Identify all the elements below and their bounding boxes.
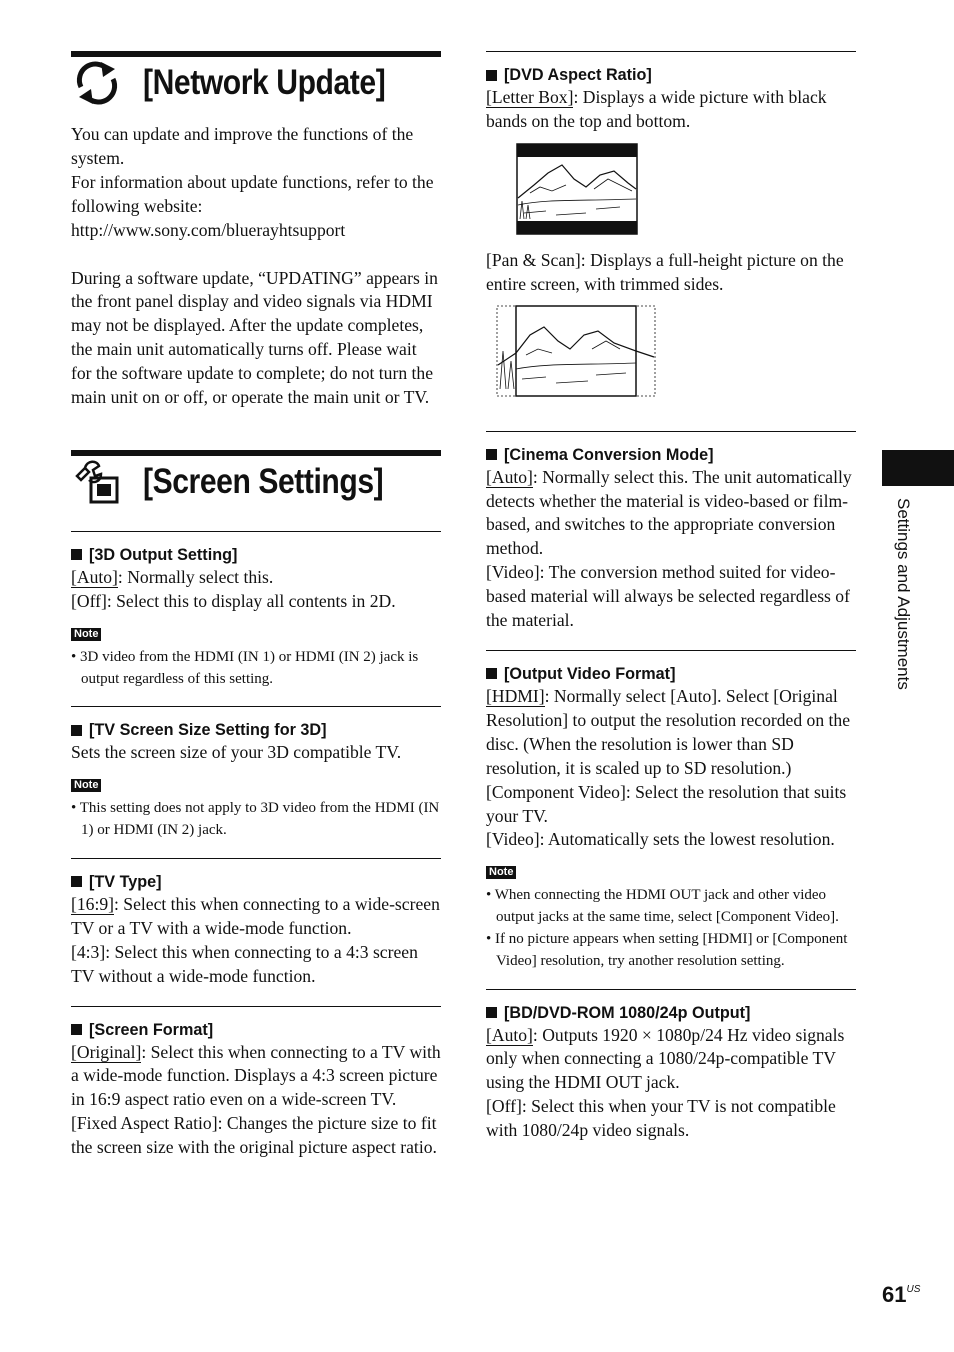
bullet-square-icon [71, 876, 82, 887]
screen-settings-title: [Screen Settings] [143, 461, 384, 501]
bullet-square-icon [486, 70, 497, 81]
network-update-icon [71, 57, 123, 109]
screen-settings-icon [71, 456, 123, 508]
cinema-conversion-video: [Video]: The conversion method suited for video-based material will always be selected regardless of the material. [486, 562, 850, 631]
right-column [486, 0, 856, 1143]
network-url[interactable]: http://www.sony.com/bluerayhtsupport [71, 219, 346, 240]
note-item: • This setting does not apply to 3D video from the HDMI (IN 1) or HDMI (IN 2) jack. [71, 798, 441, 842]
tv-type-heading: [TV Type] [71, 871, 441, 893]
tv-type-43: [4:3]: Select this when connecting to a 4:3 screen TV without a wide-mode function. [71, 941, 418, 986]
note-tag: Note [71, 628, 101, 641]
bd-1080-auto: [Auto]: Outputs 1920 × 1080p/24 Hz video signals only when connecting a 1080/24p-compatible TV using the HDMI OUT jack. [486, 1024, 845, 1093]
note-tag: Note [486, 866, 516, 879]
screen-format-heading: [Screen Format] [71, 1019, 441, 1041]
bullet-square-icon [71, 549, 82, 560]
side-tab-label: Settings and Adjustments [894, 498, 913, 690]
divider [486, 989, 856, 990]
3d-output-auto: [Auto]: Normally select this. [71, 566, 274, 587]
network-update-title: [Network Update] [143, 63, 386, 102]
divider [71, 706, 441, 707]
side-tab-marker [882, 450, 954, 486]
left-column [71, 0, 441, 1160]
dvd-aspect-panscan: [Pan & Scan]: Displays a full-height picture on the entire screen, with trimmed sides. [486, 249, 844, 294]
letterbox-picture [516, 143, 638, 235]
bullet-square-icon [486, 668, 497, 679]
note-tag: Note [71, 779, 101, 792]
note-item: • When connecting the HDMI OUT jack and other video output jacks at the same time, select [Component Video]. [486, 885, 856, 929]
pan-scan-picture [496, 305, 656, 397]
divider [71, 858, 441, 859]
output-video-video: [Video]: Automatically sets the lowest resolution. [486, 829, 835, 850]
network-update-header [71, 57, 441, 109]
note-list [71, 798, 441, 842]
divider [486, 51, 856, 52]
output-video-heading: [Output Video Format] [486, 663, 856, 685]
screen-settings-header [71, 456, 441, 508]
tv-size-3d-text: Sets the screen size of your 3D compatible TV. [71, 742, 402, 763]
3d-output-off: [Off]: Select this to display all contents in 2D. [71, 590, 396, 611]
tv-size-3d-heading: [TV Screen Size Setting for 3D] [71, 719, 441, 741]
divider [486, 650, 856, 651]
cinema-conversion-heading: [Cinema Conversion Mode] [486, 444, 856, 466]
tv-type-169: [16:9]: Select this when connecting to a wide-screen TV or a TV with a wide-mode function. [71, 893, 440, 938]
network-update-warning: During a software update, “UPDATING” appears in the front panel display and video signals via HDMI may not be displayed. After the update completes, the main unit automatically turns off. Please wait for the software update to complete; do not turn the main unit on or off, or operate the main unit or TV. [71, 267, 438, 408]
bullet-square-icon [71, 1024, 82, 1035]
divider [71, 531, 441, 532]
bullet-square-icon [486, 449, 497, 460]
bd-1080-heading: [BD/DVD-ROM 1080/24p Output] [486, 1002, 856, 1024]
note-list [486, 885, 856, 972]
3d-output-heading: [3D Output Setting] [71, 544, 441, 566]
screen-format-fixed: [Fixed Aspect Ratio]: Changes the picture size to fit the screen size with the original picture aspect ratio. [71, 1113, 437, 1158]
bullet-square-icon [71, 725, 82, 736]
output-video-component: [Component Video]: Select the resolution that suits your TV. [486, 781, 847, 826]
divider [486, 431, 856, 432]
bullet-square-icon [486, 1007, 497, 1018]
note-list [71, 647, 441, 691]
dvd-aspect-letterbox: [Letter Box]: Displays a wide picture with black bands on the top and bottom. [486, 87, 827, 131]
page-number: $61^{US}$ [882, 1282, 921, 1307]
divider [71, 1006, 441, 1007]
output-video-hdmi: [HDMI]: Normally select [Auto]. Select [Original Resolution] to output the resolution recorded on the disc. (When the resolution is lower than SD resolution, it is scaled up to SD resolution.) [486, 685, 851, 778]
note-item: • 3D video from the HDMI (IN 1) or HDMI (IN 2) jack is output regardless of this setting. [71, 647, 441, 691]
network-intro: You can update and improve the functions of the system. [71, 124, 414, 168]
dvd-aspect-heading: [DVD Aspect Ratio] [486, 64, 856, 86]
bd-1080-off: [Off]: Select this when your TV is not compatible with 1080/24p video signals. [486, 1096, 836, 1141]
screen-format-original: [Original]: Select this when connecting to a TV with a wide-mode function. Displays a 4:3 screen picture in 16:9 aspect ratio even on a wide-screen TV. [71, 1041, 441, 1110]
note-item: • If no picture appears when setting [HDMI] or [Component Video] resolution, try another resolution setting. [486, 929, 856, 973]
cinema-conversion-auto: [Auto]: Normally select this. The unit automatically detects whether the material is video-based or film-based, and switches to the appropriate conversion method. [486, 466, 852, 559]
network-info: For information about update functions, refer to the following website: [71, 171, 434, 216]
